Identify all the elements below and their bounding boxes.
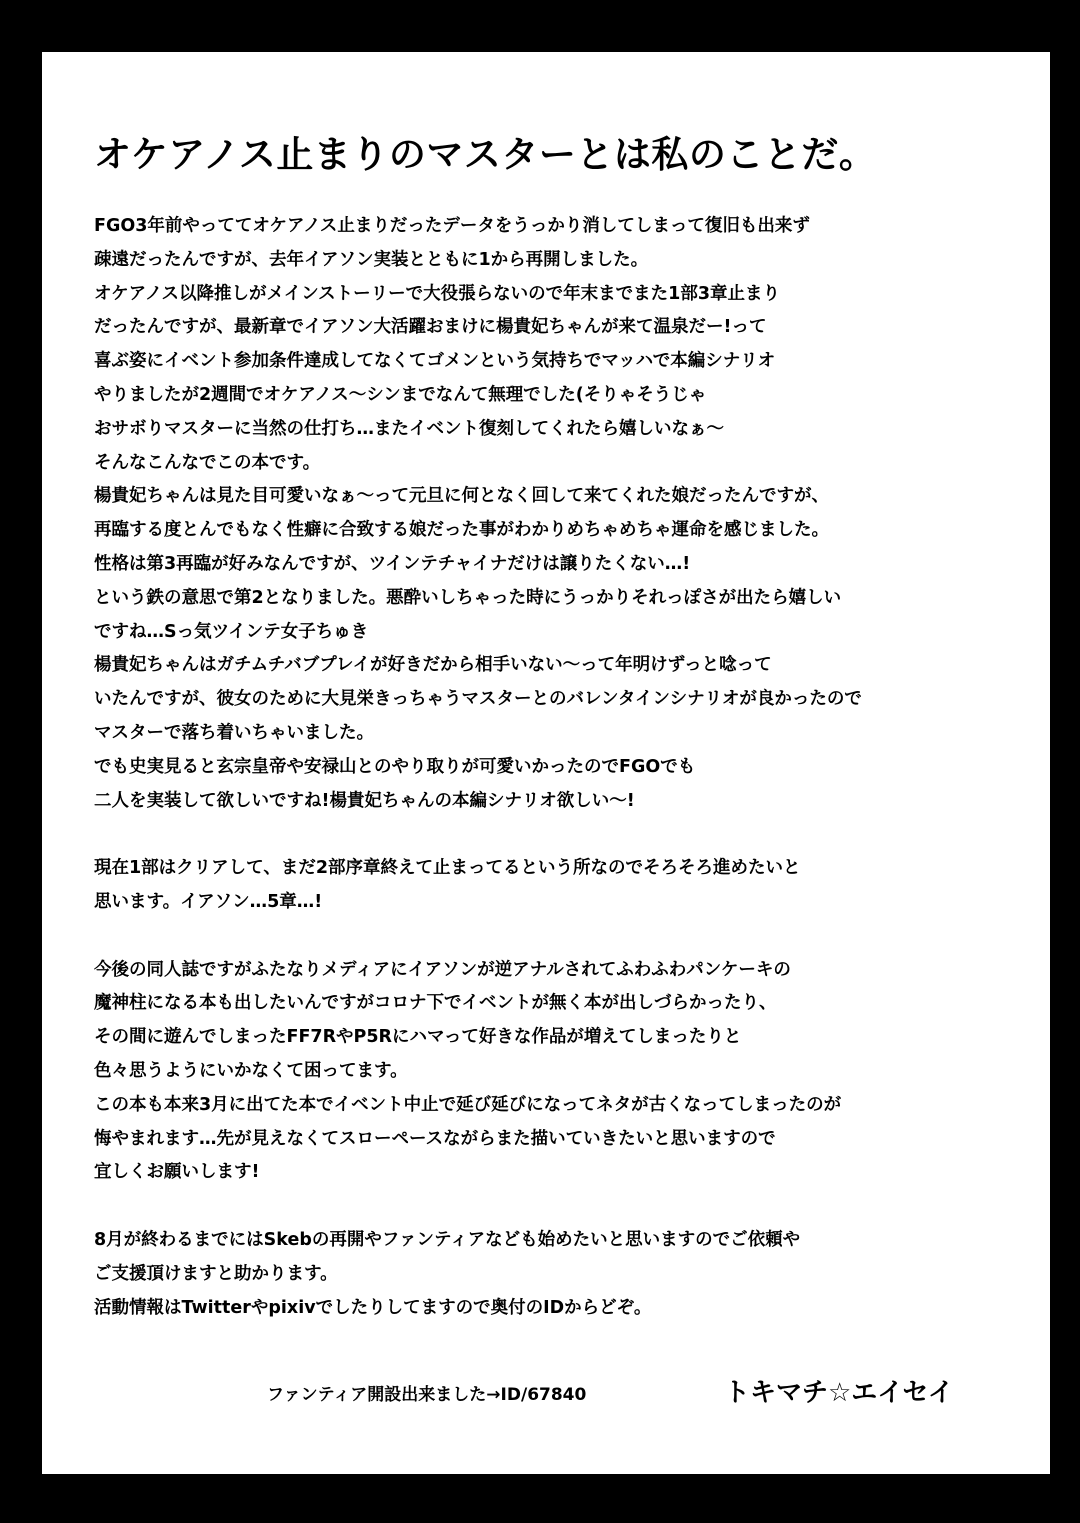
page-title: オケアノス止まりのマスターとは私のことだ。 (94, 133, 877, 176)
text-line: だったんですが、最新章でイアソン大活躍おまけに楊貴妃ちゃんが来て温泉だー!って (94, 317, 767, 338)
text-line: 宜しくお願いします! (94, 1162, 260, 1183)
text-line: 再臨する度とんでもなく性癖に合致する娘だった事がわかりめちゃめちゃ運命を感じました。 (94, 520, 829, 541)
text-line: そんなこんなでこの本です。 (94, 452, 321, 473)
paragraph-gap (94, 1190, 1024, 1224)
text-line: FGO3年前やっててオケアノス止まりだったデータをうっかり消してしまって復旧も出来ず (94, 216, 810, 236)
author-signature: トキマチ☆エイセイ (724, 1378, 954, 1408)
text-line: いたんですが、彼女のために大見栄きっちゃうマスターとのバレンタインシナリオが良かったので (94, 689, 862, 710)
text-line: この本も本来3月に出てた本でイベント中止で延び延びになってネタが古くなってしまったのが (94, 1094, 842, 1115)
text-line: 思います。イアソン…5章…! (94, 891, 323, 912)
afterword-page (42, 52, 1050, 1474)
text-line: 8月が終わるまでにはSkebの再開やファンティアなども始めたいと思いますのでご依頼や (94, 1229, 801, 1250)
text-line: おサボりマスターに当然の仕打ち…またイベント復刻してくれたら嬉しいなぁ～ (94, 418, 724, 439)
paragraph (94, 1224, 1024, 1325)
text-line: 活動情報はTwitterやpixivでしたりしてますので奥付のIDからどぞ。 (94, 1297, 652, 1318)
fantia-id-note: ファンティア開設出来ました→ID/67840 (267, 1385, 587, 1405)
text-line: 楊貴妃ちゃんはガチムチバブプレイが好きだから相手いない～って年明けずっと唸って (94, 655, 772, 676)
text-line: 楊貴妃ちゃんは見た目可愛いなぁ～って元旦に何となく回して来てくれた娘だったんですが、 (94, 486, 829, 507)
text-line: やりましたが2週間でオケアノス～シンまでなんて無理でした(そりゃそうじゃ (94, 384, 707, 405)
paragraph (94, 852, 1024, 920)
text-line: という鉄の意思で第2となりました。悪酔いしちゃった時にうっかりそれっぽさが出たら嬉しい (94, 587, 842, 608)
paragraph (94, 210, 1024, 818)
text-line: 今後の同人誌ですがふたなりメディアにイアソンが逆アナルされてふわふわパンケーキの (94, 959, 791, 980)
text-line: 疎遠だったんですが、去年イアソン実装とともに1から再開しました。 (94, 249, 649, 270)
paragraph-gap (94, 818, 1024, 852)
text-line: 喜ぶ姿にイベント参加条件達成してなくてゴメンという気持ちでマッハで本編シナリオ (94, 351, 776, 372)
text-line: マスターで落ち着いちゃいました。 (94, 722, 374, 743)
text-line: オケアノス以降推しがメインストーリーで大役張らないので年末までまた1部3章止まり (94, 283, 781, 304)
paragraph (94, 954, 1024, 1191)
text-line: ですね…Sっ気ツインテ女子ちゅき (94, 621, 369, 642)
text-line: でも史実見ると玄宗皇帝や安禄山とのやり取りが可愛いかったのでFGOでも (94, 756, 696, 777)
paragraph-gap (94, 920, 1024, 954)
afterword-body (94, 210, 1024, 1325)
text-line: 二人を実装して欲しいですね!楊貴妃ちゃんの本編シナリオ欲しい～! (94, 790, 635, 811)
text-line: ご支援頂けますと助かります。 (94, 1263, 338, 1284)
text-line: 色々思うようにいかなくて困ってます。 (94, 1060, 408, 1081)
text-line: 魔神柱になる本も出したいんですがコロナ下でイベントが無く本が出しづらかったり、 (94, 993, 777, 1014)
text-line: 現在1部はクリアして、まだ2部序章終えて止まってるという所なのでそろそろ進めたいと (94, 858, 801, 879)
text-line: 性格は第3再臨が好みなんですが、ツインテチャイナだけは譲りたくない…! (94, 553, 691, 574)
text-line: その間に遊んでしまったFF7RやP5Rにハマって好きな作品が増えてしまったりと (94, 1027, 742, 1048)
text-line: 悔やまれます…先が見えなくてスローペースながらまた描いていきたいと思いますので (94, 1128, 776, 1149)
